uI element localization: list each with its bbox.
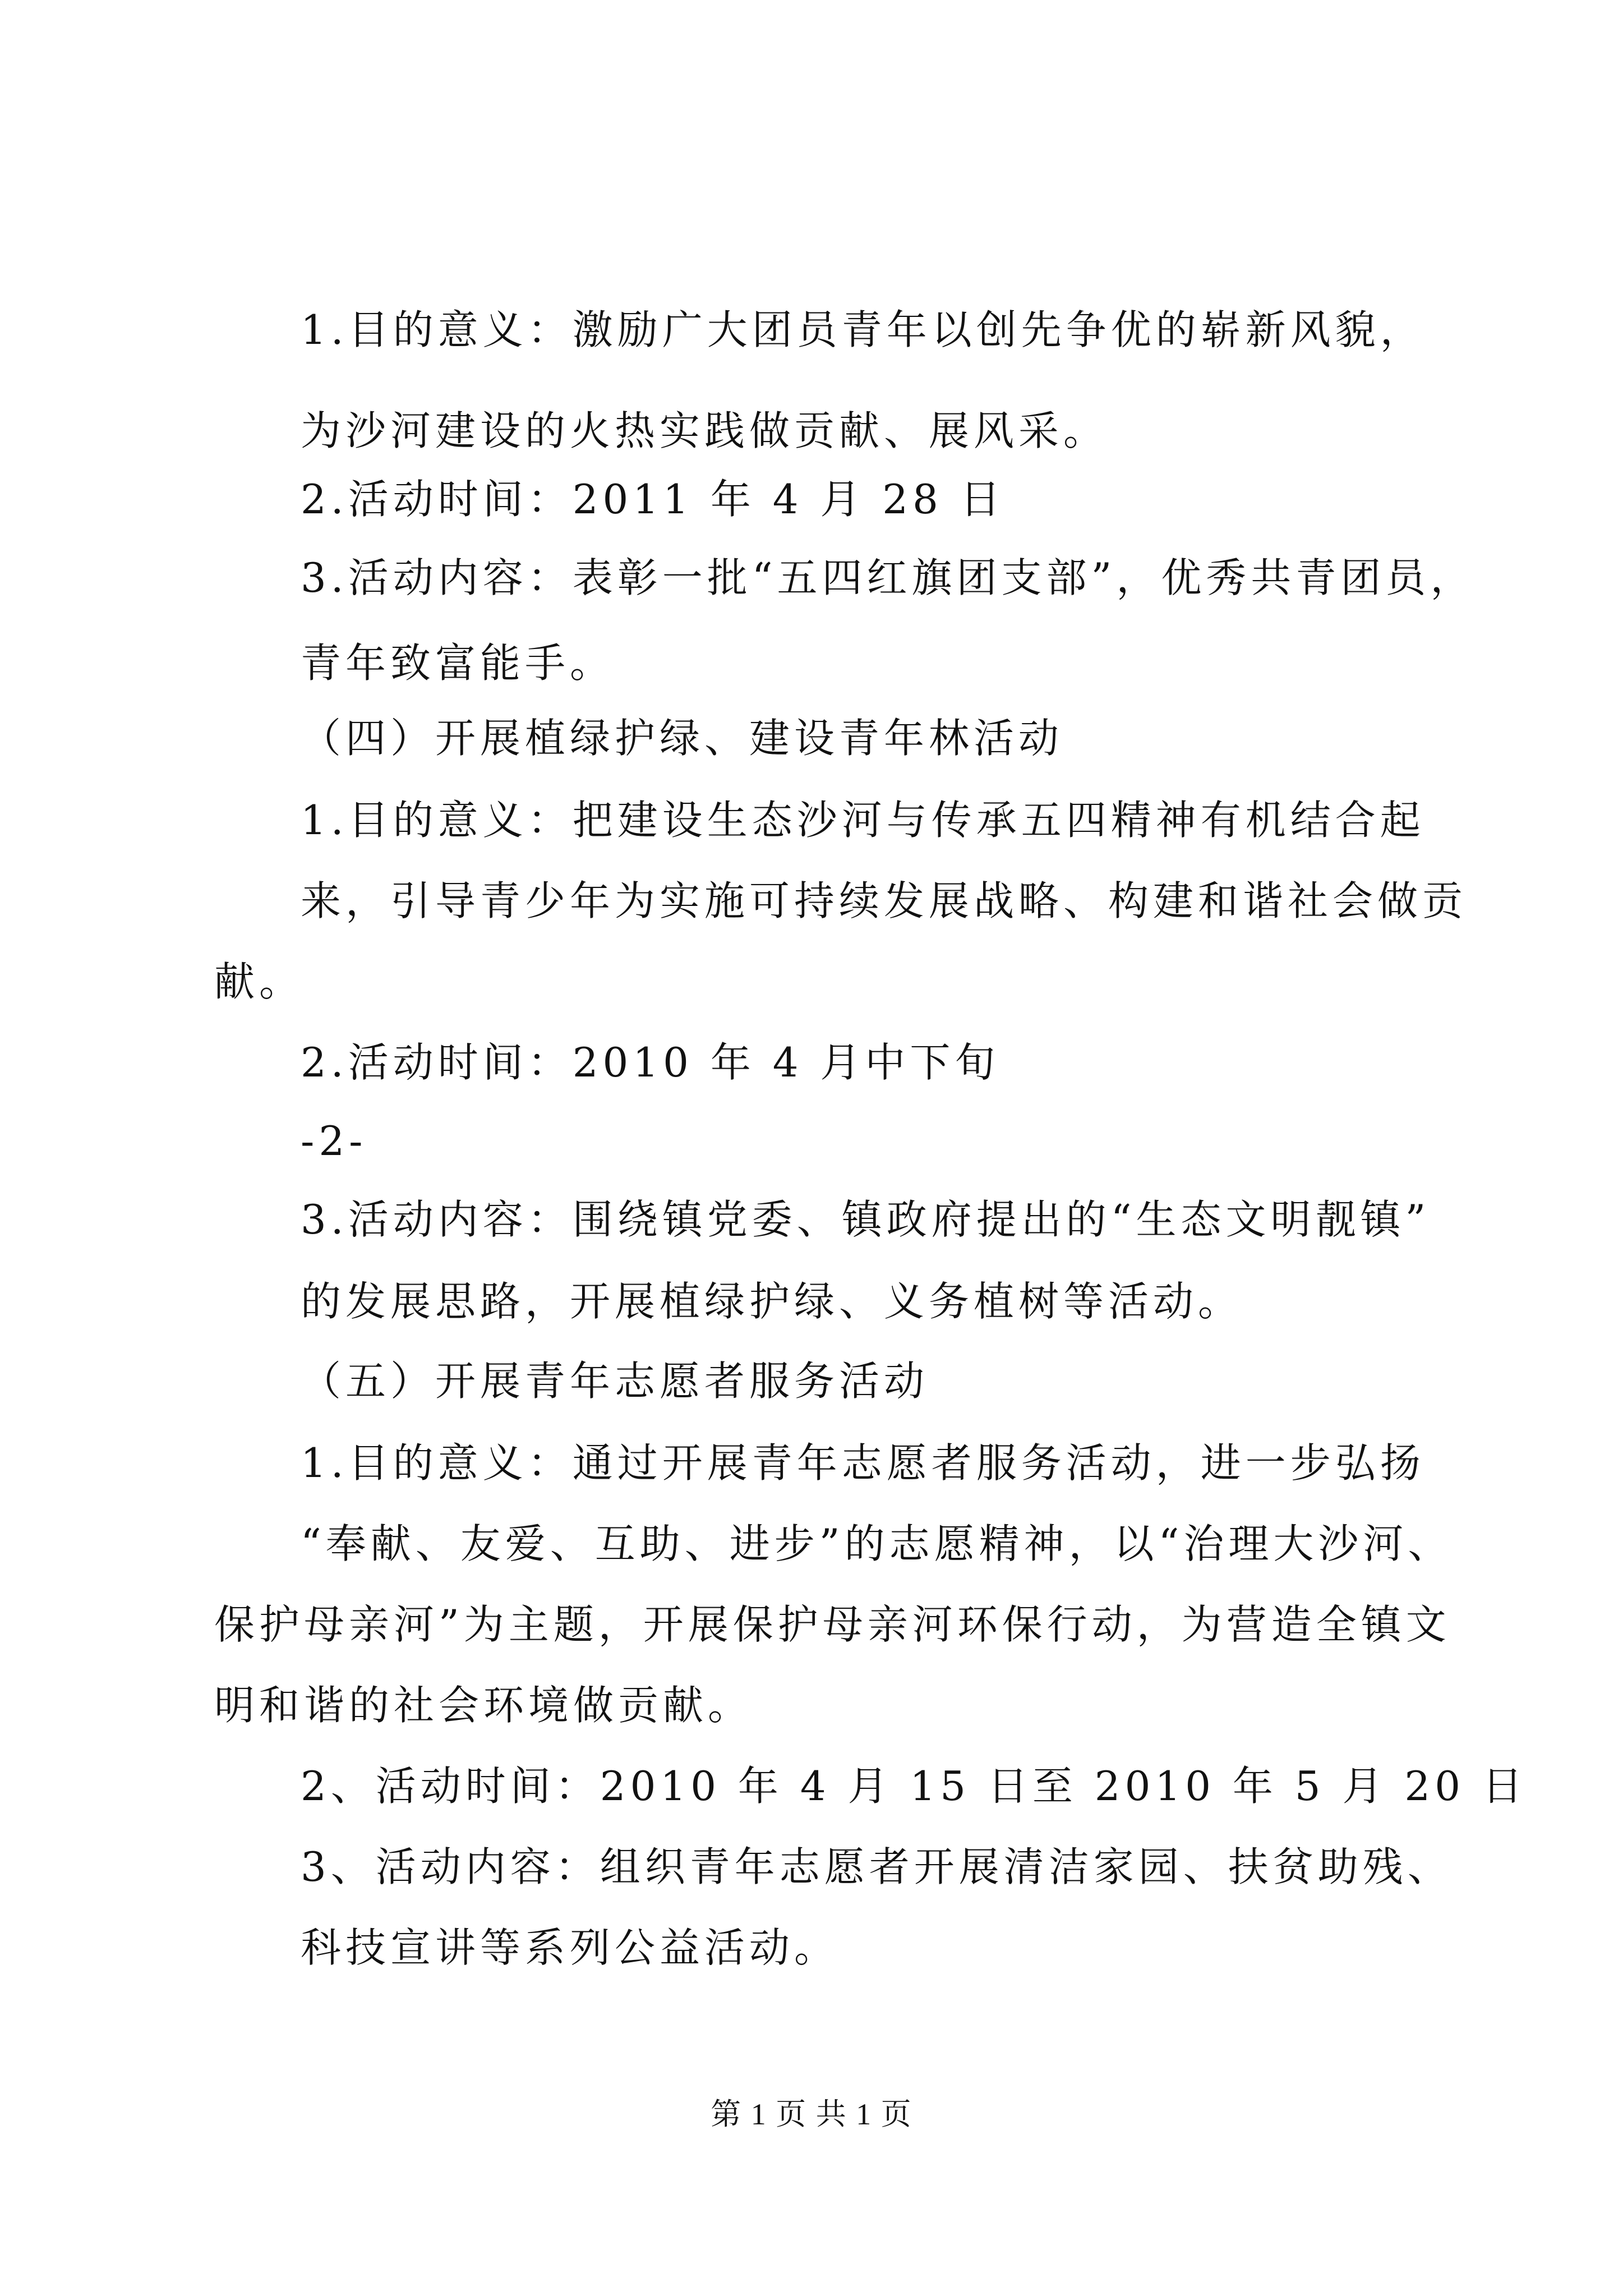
paragraph-line: 2、活动时间：2010 年 4 月 15 日至 2010 年 5 月 20 日	[301, 1763, 1527, 1810]
paragraph-line: “奉献、友爱、互助、进步”的志愿精神，以“治理大沙河、	[301, 1520, 1453, 1567]
paragraph-line: 1.目的意义：激励广大团员青年以创先争优的崭新风貌，	[301, 306, 1425, 353]
section-heading: （五）开展青年志愿者服务活动	[301, 1358, 929, 1405]
paragraph-line: 2.活动时间：2010 年 4 月中下旬	[301, 1039, 1000, 1086]
paragraph-line: 来，引导青少年为实施可持续发展战略、构建和谐社会做贡	[301, 877, 1468, 924]
paragraph-line: 3.活动内容：围绕镇党委、镇政府提出的“生态文明靓镇”	[301, 1196, 1431, 1243]
paragraph-line: 3、活动内容：组织青年志愿者开展清洁家园、扶贫助残、	[301, 1843, 1453, 1890]
paragraph-line: 为沙河建设的火热实践做贡献、展风采。	[301, 407, 1109, 454]
paragraph-line: 科技宣讲等系列公益活动。	[301, 1924, 840, 1971]
paragraph-line: 明和谐的社会环境做贡献。	[214, 1682, 753, 1729]
page-marker: -2-	[301, 1117, 367, 1165]
paragraph-line: 3.活动内容：表彰一批“五四红旗团支部”，优秀共青团员，	[301, 554, 1476, 601]
paragraph-line: 献。	[214, 958, 305, 1005]
paragraph-line: 青年致富能手。	[301, 639, 615, 687]
paragraph-line: 的发展思路，开展植绿护绿、义务植树等活动。	[301, 1278, 1243, 1325]
section-heading: （四）开展植绿护绿、建设青年林活动	[301, 715, 1064, 762]
paragraph-line: 2.活动时间：2011 年 4 月 28 日	[301, 476, 1005, 523]
paragraph-line: 1.目的意义：把建设生态沙河与传承五四精神有机结合起	[301, 797, 1425, 844]
paragraph-line: 保护母亲河”为主题，开展保护母亲河环保行动，为营造全镇文	[214, 1601, 1451, 1648]
page-footer: 第 1 页 共 1 页	[711, 2097, 912, 2131]
paragraph-line: 1.目的意义：通过开展青年志愿者服务活动，进一步弘扬	[301, 1439, 1425, 1487]
